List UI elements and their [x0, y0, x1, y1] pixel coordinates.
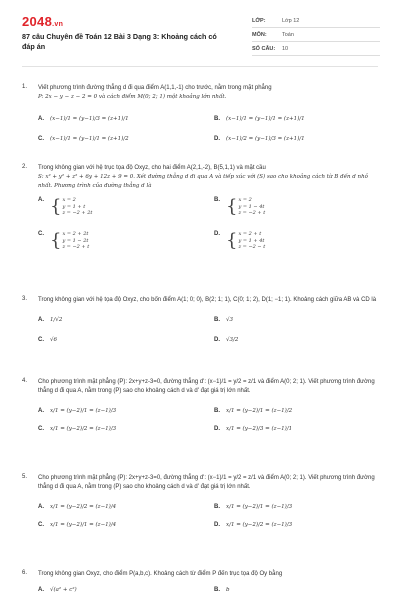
option-b[interactable]: [214, 197, 265, 217]
option-value: x/1 = (y−2)/1 = (z−1)/3: [50, 408, 117, 414]
brace-icon: {: [226, 195, 238, 217]
meta-value: 10: [282, 45, 289, 52]
meta-key: MÔN:: [252, 31, 267, 38]
system-line: x = 2 + 2t: [62, 231, 89, 237]
question-3: [22, 296, 378, 349]
system-line: z = −2 + t: [238, 210, 266, 216]
meta-row-count: [252, 42, 380, 56]
option-a[interactable]: [38, 408, 116, 415]
question-2: [22, 164, 378, 261]
meta-value: Lớp 12: [282, 17, 300, 24]
brace-icon: {: [50, 229, 62, 251]
options: [38, 102, 378, 148]
question-math: P: 2x − y − z − 2 = 0 và cách điểm M(0; 2; 1) một khoảng lớn nhất.: [38, 94, 227, 100]
option-label: B.: [214, 408, 220, 414]
option-value: x/1 = (y−2)/1 = (z−1)/3: [226, 504, 293, 510]
option-a[interactable]: [38, 116, 129, 123]
option-value: (x−1)/1 = (y−1)/1 = (z+1)/2: [50, 136, 129, 142]
system-line: y = 1 + t: [62, 203, 86, 210]
system-line: z = −2 + 2t: [62, 210, 93, 216]
option-label: D.: [214, 522, 220, 528]
option-label: A.: [38, 116, 44, 122]
question-1: [22, 84, 378, 148]
system-line: y = 1 − 2t: [62, 237, 89, 244]
option-label: B.: [214, 317, 220, 323]
question-5: [22, 474, 378, 536]
option-label: B.: [214, 587, 220, 593]
option-value: x/1 = (y−2)/2 = (z−1)/4: [50, 504, 117, 510]
option-a[interactable]: [38, 317, 62, 324]
option-value: x/1 = (y−2)/3 = (z−1)/1: [226, 426, 293, 432]
brace-icon: {: [50, 195, 62, 217]
option-label: C.: [38, 231, 44, 237]
option-a[interactable]: [38, 587, 77, 594]
option-value: b: [226, 587, 230, 593]
option-value: (x−1)/1 = (y−1)/1 = (z+1)/1: [226, 116, 305, 122]
page-title: 87 câu Chuyên đề Toán 12 Bài 3 Dạng 3: Khoảng cách có đáp án: [22, 32, 217, 51]
option-value: (x−1)/1 = (y−1)/3 = (z+1)/1: [50, 116, 129, 122]
header-divider: [22, 66, 378, 67]
meta-key: LỚP:: [252, 17, 266, 24]
option-value: x/1 = (y−2)/2 = (z−1)/3: [226, 522, 293, 528]
option-a[interactable]: [38, 197, 92, 217]
option-c[interactable]: [38, 522, 116, 529]
option-label: A.: [38, 197, 44, 203]
option-c[interactable]: [38, 337, 57, 344]
option-label: C.: [38, 522, 44, 528]
option-d[interactable]: [214, 426, 292, 433]
option-label: C.: [38, 337, 44, 343]
option-b[interactable]: [214, 408, 292, 415]
options: [38, 492, 378, 536]
option-label: A.: [38, 504, 44, 510]
question-text: Trong không gian với hệ tọa độ Oxyz, cho bốn điểm A(1; 0; 0), B(2; 1; 1), C(0; 1; 2), D(1; −1; 1). Khoảng cách giữa AB và CD là: [38, 297, 377, 303]
options: [38, 191, 378, 261]
option-label: A.: [38, 587, 44, 593]
system-line: y = 1 + 4t: [238, 237, 265, 244]
option-b[interactable]: [214, 587, 230, 594]
question-text: Cho phương trình mặt phẳng (P): 2x+y+z-3=0, đường thẳng d': (x−1)/1 = y/2 = z/1 và điểm A(0; 2; 1). Viết phương trình đường thẳng d đi qua A, nằm trong (P) sao cho khoảng cách d và d' đạt giá trị lớn nhất.: [38, 475, 375, 490]
question-stem: Trong không gian với hệ trục tọa độ Oxyz, cho hai điểm A(2,1,-2), B(5,1,1) và mặt cầu: [38, 165, 266, 171]
system-line: x = 2: [62, 197, 76, 203]
brand-name: 2048: [22, 14, 53, 29]
option-value: x/1 = (y−2)/1 = (z−1)/2: [226, 408, 293, 414]
question-text: [38, 84, 378, 102]
system-line: z = −2 + t: [62, 244, 90, 250]
question-math: S: x² + y² + z² + 6y + 12z + 9 = 0. Xét đường thẳng d đi qua A và tiếp xúc với (S) sao cho khoảng cách từ B đến d nhỏ nhất. Phương trình của đường thẳng d là: [38, 174, 368, 189]
option-value: √3: [226, 317, 234, 323]
system-line: y = 1 − 4t: [238, 203, 265, 210]
option-label: C.: [38, 136, 44, 142]
option-c[interactable]: [38, 231, 89, 251]
question-number: 4.: [22, 378, 28, 384]
option-value: 1/√2: [50, 317, 63, 323]
meta-row-class: [252, 14, 380, 28]
brand-suffix: .vn: [52, 21, 64, 28]
option-label: A.: [38, 317, 44, 323]
option-value: √6: [50, 337, 58, 343]
question-text: Cho phương trình mặt phẳng (P): 2x+y+z-3=0, đường thẳng d': (x−1)/1 = y/2 = z/1 và điểm A(0; 2; 1). Viết phương trình đường thẳng d đi qua A, nằm trong (P) sao cho khoảng cách d và d' đạt giá trị lớn nhất.: [38, 379, 375, 394]
option-value: x/1 = (y−2)/2 = (z−1)/3: [50, 426, 117, 432]
option-d[interactable]: [214, 337, 238, 344]
option-label: A.: [38, 408, 44, 414]
system-line: x = 2 + t: [238, 231, 262, 237]
meta-key: SỐ CÂU:: [252, 45, 276, 52]
question-number: 5.: [22, 474, 28, 480]
options: [38, 396, 378, 440]
question-number: 6.: [22, 570, 28, 576]
option-b[interactable]: [214, 116, 305, 123]
options: [38, 305, 378, 349]
question-text: [38, 164, 378, 191]
option-label: B.: [214, 197, 220, 203]
meta-table: [252, 14, 380, 56]
system-line: z = −2 − t: [238, 244, 266, 250]
question-number: 1.: [22, 84, 28, 90]
option-label: D.: [214, 231, 220, 237]
question-text: Trong không gian Oxyz, cho điểm P(a,b,c). Khoảng cách từ điểm P đến trục tọa độ Oy bằng: [38, 571, 283, 577]
question-stem: Viết phương trình đường thẳng d đi qua điểm A(1,1,-1) cho trước, nằm trong mặt phẳng: [38, 85, 272, 91]
question-6: [22, 570, 378, 599]
brand-logo[interactable]: [22, 14, 63, 29]
meta-row-subject: [252, 28, 380, 42]
option-value: x/1 = (y−2)/1 = (z−1)/4: [50, 522, 117, 528]
question-4: [22, 378, 378, 440]
option-d[interactable]: [214, 522, 292, 529]
option-d[interactable]: [214, 231, 265, 251]
option-label: D.: [214, 426, 220, 432]
option-value: √3/2: [226, 337, 239, 343]
option-label: B.: [214, 504, 220, 510]
question-number: 3.: [22, 296, 28, 302]
option-label: D.: [214, 136, 220, 142]
option-c[interactable]: [38, 426, 116, 433]
question-number: 2.: [22, 164, 28, 170]
option-value: (x−1)/2 = (y−1)/3 = (z+1)/1: [226, 136, 305, 142]
system-line: x = 2: [238, 197, 252, 203]
option-label: B.: [214, 116, 220, 122]
option-b[interactable]: [214, 504, 292, 511]
option-c[interactable]: [38, 136, 129, 143]
option-label: D.: [214, 337, 220, 343]
brace-icon: {: [226, 229, 238, 251]
options: [38, 579, 378, 599]
meta-value: Toán: [282, 31, 294, 38]
option-label: C.: [38, 426, 44, 432]
option-a[interactable]: [38, 504, 116, 511]
option-value: √(a² + c²): [50, 587, 77, 593]
option-b[interactable]: [214, 317, 233, 324]
option-d[interactable]: [214, 136, 305, 143]
